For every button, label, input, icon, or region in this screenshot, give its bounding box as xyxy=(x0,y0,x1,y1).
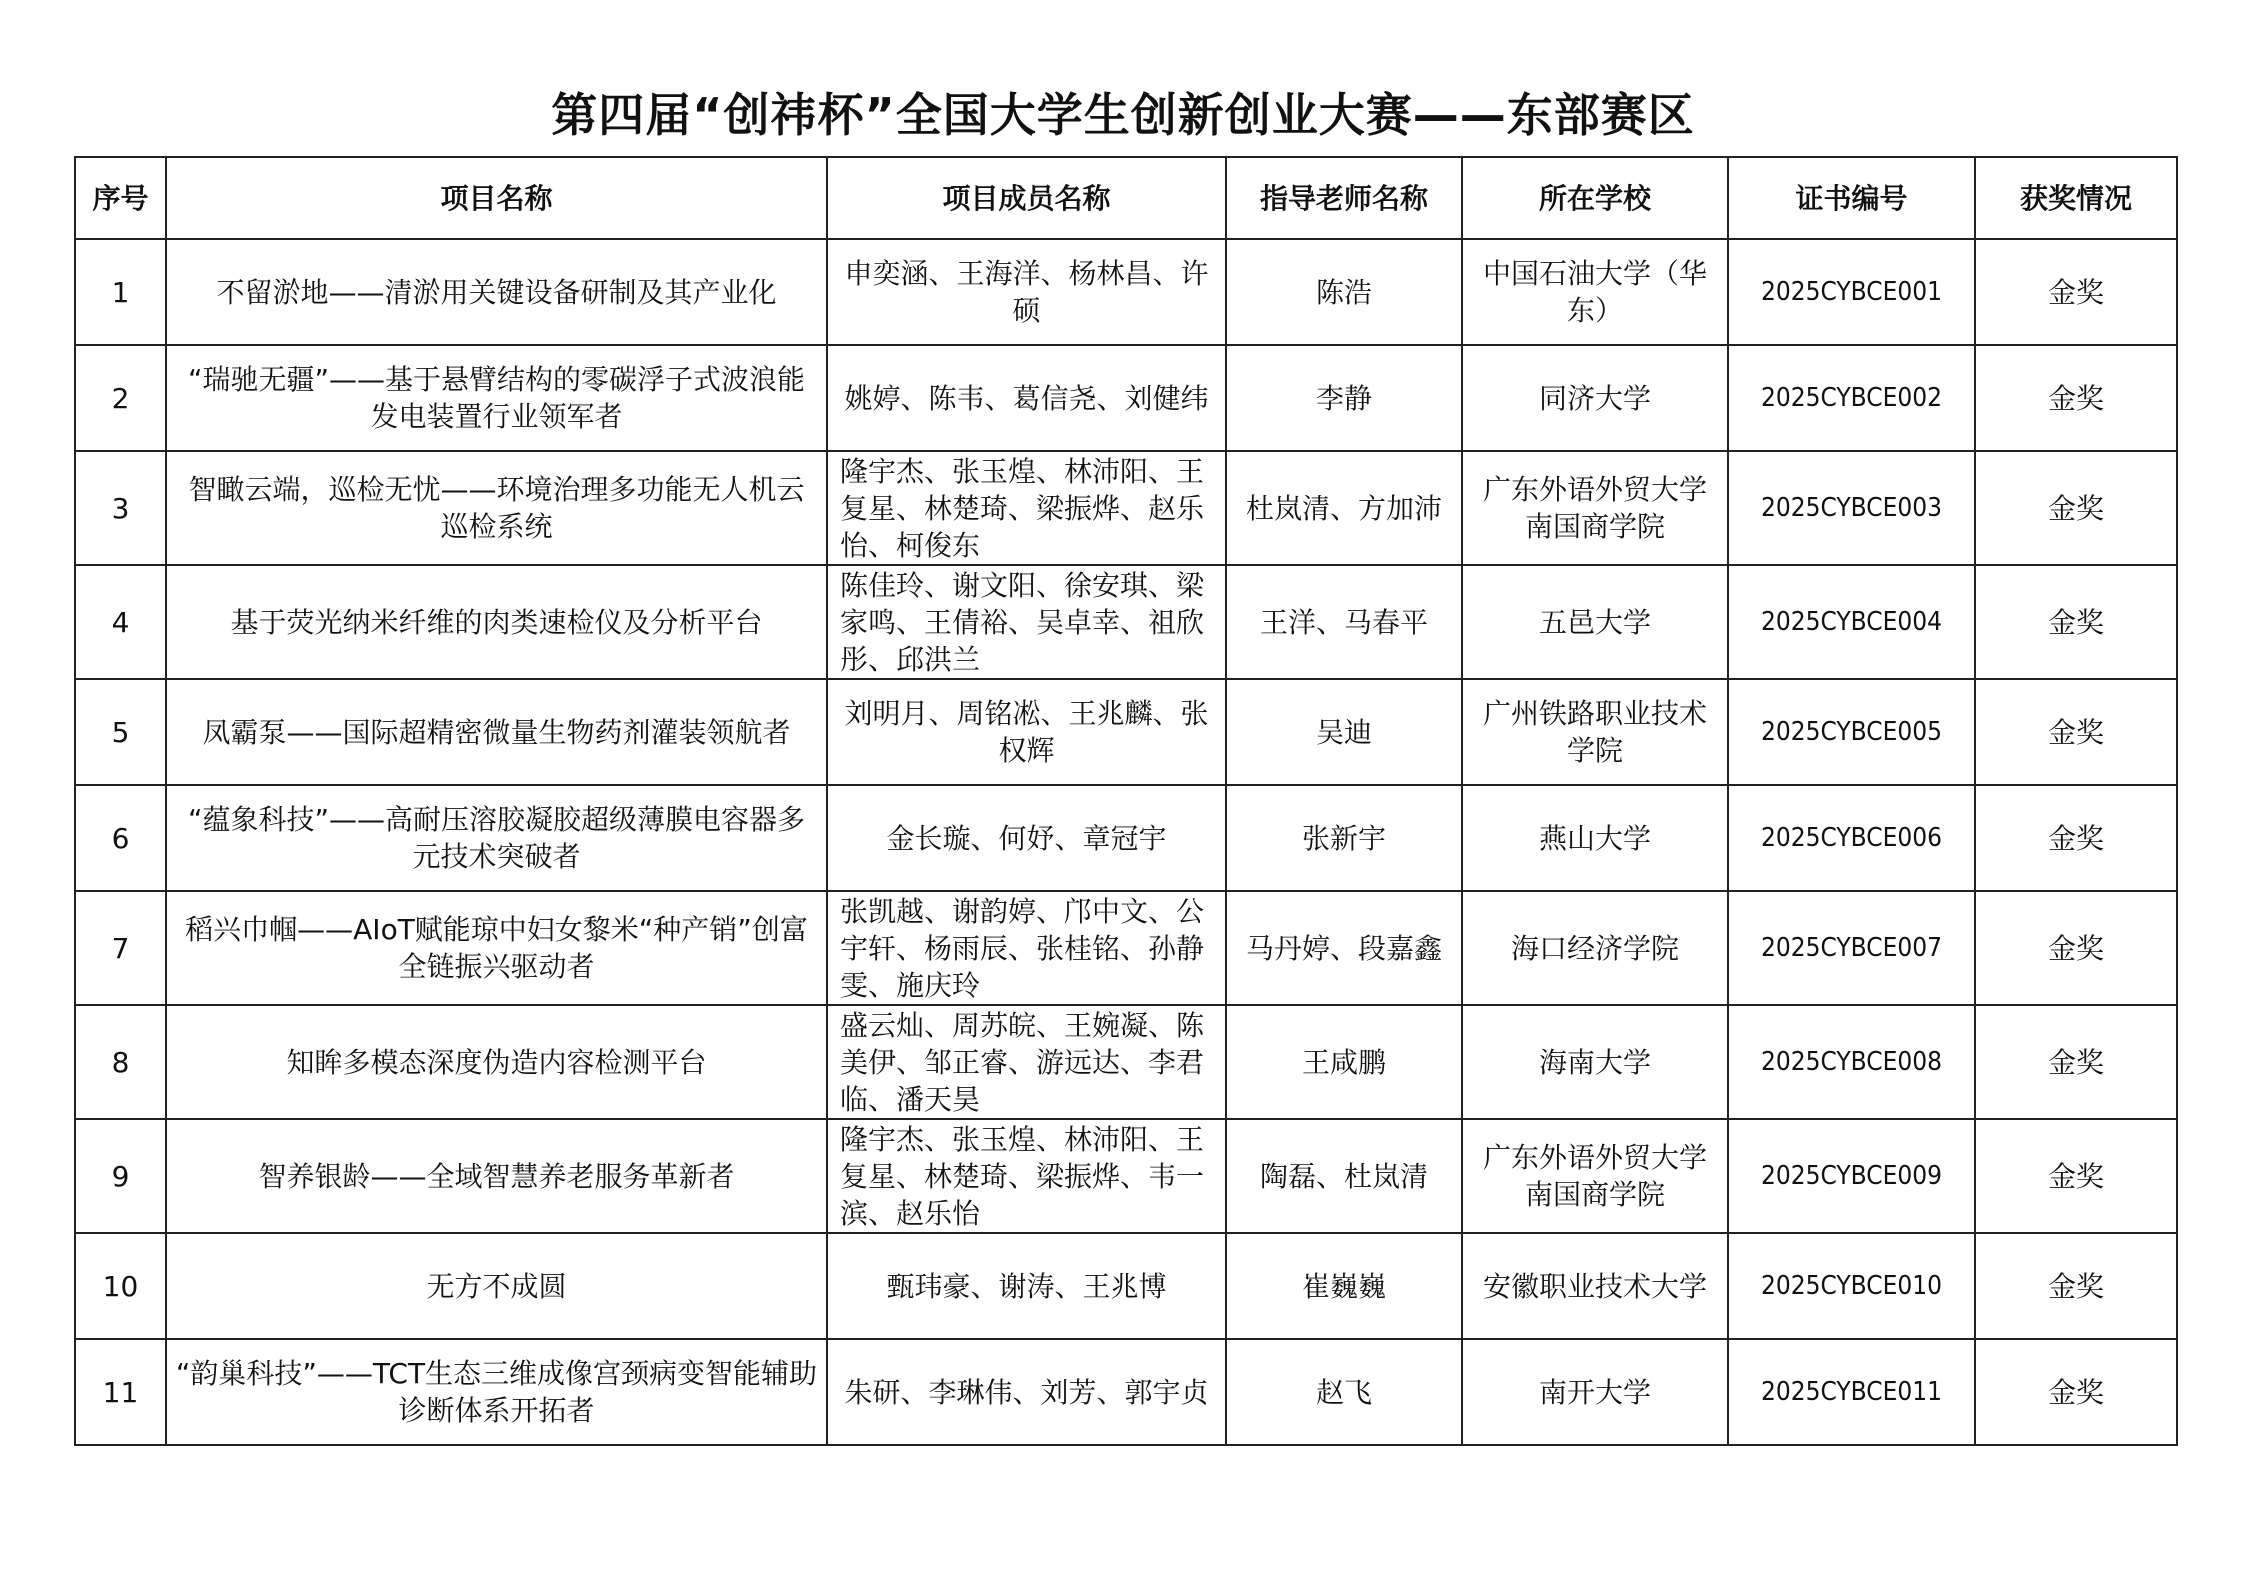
cell-advisor: 赵飞 xyxy=(1226,1339,1462,1445)
cell-serial-number: 2 xyxy=(75,345,166,451)
cell-project-name: 智养银龄——全域智慧养老服务革新者 xyxy=(166,1119,827,1233)
cell-serial-number: 11 xyxy=(75,1339,166,1445)
cell-advisor: 陈浩 xyxy=(1226,239,1462,345)
cell-school: 同济大学 xyxy=(1462,345,1728,451)
cell-project-name: 无方不成圆 xyxy=(166,1233,827,1339)
cell-members: 甄玮豪、谢涛、王兆博 xyxy=(827,1233,1226,1339)
cell-award: 金奖 xyxy=(1975,1005,2177,1119)
cell-school: 广东外语外贸大学南国商学院 xyxy=(1462,451,1728,565)
cell-serial-number: 4 xyxy=(75,565,166,679)
cell-project-name: 知眸多模态深度伪造内容检测平台 xyxy=(166,1005,827,1119)
awards-table xyxy=(74,156,2178,1446)
cell-project-name: “韵巢科技”——TCT生态三维成像宫颈病变智能辅助诊断体系开拓者 xyxy=(166,1339,827,1445)
cell-certificate-number: 2025CYBCE007 xyxy=(1728,891,1975,1005)
cell-school: 海南大学 xyxy=(1462,1005,1728,1119)
cell-certificate-number: 2025CYBCE002 xyxy=(1728,345,1975,451)
cell-advisor: 张新宇 xyxy=(1226,785,1462,891)
cell-certificate-number: 2025CYBCE003 xyxy=(1728,451,1975,565)
cell-certificate-number: 2025CYBCE008 xyxy=(1728,1005,1975,1119)
cell-members: 隆宇杰、张玉煌、林沛阳、王复星、林楚琦、梁振烨、赵乐怡、柯俊东 xyxy=(827,451,1226,565)
cell-award: 金奖 xyxy=(1975,1119,2177,1233)
header-certificate-number: 证书编号 xyxy=(1728,157,1975,239)
cell-award: 金奖 xyxy=(1975,345,2177,451)
cell-serial-number: 3 xyxy=(75,451,166,565)
header-award: 获奖情况 xyxy=(1975,157,2177,239)
table-row xyxy=(75,1119,2177,1233)
cell-members: 盛云灿、周苏皖、王婉凝、陈美伊、邹正睿、游远达、李君临、潘天昊 xyxy=(827,1005,1226,1119)
cell-serial-number: 10 xyxy=(75,1233,166,1339)
header-serial-number: 序号 xyxy=(75,157,166,239)
cell-award: 金奖 xyxy=(1975,239,2177,345)
cell-members: 金长璇、何妤、章冠宇 xyxy=(827,785,1226,891)
cell-advisor: 王洋、马春平 xyxy=(1226,565,1462,679)
table-row xyxy=(75,1339,2177,1445)
cell-project-name: “蕴象科技”——高耐压溶胶凝胶超级薄膜电容器多元技术突破者 xyxy=(166,785,827,891)
cell-advisor: 王咸鹏 xyxy=(1226,1005,1462,1119)
cell-award: 金奖 xyxy=(1975,679,2177,785)
cell-certificate-number: 2025CYBCE004 xyxy=(1728,565,1975,679)
header-members: 项目成员名称 xyxy=(827,157,1226,239)
cell-certificate-number: 2025CYBCE006 xyxy=(1728,785,1975,891)
cell-certificate-number: 2025CYBCE009 xyxy=(1728,1119,1975,1233)
cell-school: 安徽职业技术大学 xyxy=(1462,1233,1728,1339)
cell-members: 姚婷、陈韦、葛信尧、刘健纬 xyxy=(827,345,1226,451)
cell-project-name: 凤霸泵——国际超精密微量生物药剂灌装领航者 xyxy=(166,679,827,785)
table-row xyxy=(75,891,2177,1005)
cell-award: 金奖 xyxy=(1975,785,2177,891)
table-row xyxy=(75,345,2177,451)
cell-school: 五邑大学 xyxy=(1462,565,1728,679)
header-school: 所在学校 xyxy=(1462,157,1728,239)
cell-school: 广东外语外贸大学南国商学院 xyxy=(1462,1119,1728,1233)
cell-award: 金奖 xyxy=(1975,1233,2177,1339)
cell-advisor: 吴迪 xyxy=(1226,679,1462,785)
cell-members: 朱研、李琳伟、刘芳、郭宇贞 xyxy=(827,1339,1226,1445)
cell-advisor: 崔巍巍 xyxy=(1226,1233,1462,1339)
cell-serial-number: 9 xyxy=(75,1119,166,1233)
cell-school: 南开大学 xyxy=(1462,1339,1728,1445)
cell-members: 张凯越、谢韵婷、邝中文、公宇轩、杨雨辰、张桂铭、孙静雯、施庆玲 xyxy=(827,891,1226,1005)
cell-project-name: 智瞰云端，巡检无忧——环境治理多功能无人机云巡检系统 xyxy=(166,451,827,565)
table-row xyxy=(75,451,2177,565)
table-row xyxy=(75,785,2177,891)
cell-award: 金奖 xyxy=(1975,451,2177,565)
cell-award: 金奖 xyxy=(1975,565,2177,679)
page-title: 第四届“创祎杯”全国大学生创新创业大赛——东部赛区 xyxy=(551,88,1695,142)
cell-project-name: 不留淤地——清淤用关键设备研制及其产业化 xyxy=(166,239,827,345)
cell-advisor: 马丹婷、段嘉鑫 xyxy=(1226,891,1462,1005)
header-advisor: 指导老师名称 xyxy=(1226,157,1462,239)
table-row xyxy=(75,1005,2177,1119)
table-header-row xyxy=(75,157,2177,239)
cell-members: 隆宇杰、张玉煌、林沛阳、王复星、林楚琦、梁振烨、韦一滨、赵乐怡 xyxy=(827,1119,1226,1233)
cell-school: 广州铁路职业技术学院 xyxy=(1462,679,1728,785)
cell-serial-number: 6 xyxy=(75,785,166,891)
cell-serial-number: 8 xyxy=(75,1005,166,1119)
cell-school: 海口经济学院 xyxy=(1462,891,1728,1005)
cell-advisor: 杜岚清、方加沛 xyxy=(1226,451,1462,565)
cell-advisor: 陶磊、杜岚清 xyxy=(1226,1119,1462,1233)
table-row xyxy=(75,239,2177,345)
cell-advisor: 李静 xyxy=(1226,345,1462,451)
table-row xyxy=(75,565,2177,679)
table-row xyxy=(75,679,2177,785)
header-project-name: 项目名称 xyxy=(166,157,827,239)
cell-certificate-number: 2025CYBCE011 xyxy=(1728,1339,1975,1445)
cell-members: 陈佳玲、谢文阳、徐安琪、梁家鸣、王倩裕、吴卓幸、祖欣彤、邱洪兰 xyxy=(827,565,1226,679)
cell-certificate-number: 2025CYBCE001 xyxy=(1728,239,1975,345)
cell-award: 金奖 xyxy=(1975,891,2177,1005)
cell-certificate-number: 2025CYBCE010 xyxy=(1728,1233,1975,1339)
cell-members: 刘明月、周铭凇、王兆麟、张权辉 xyxy=(827,679,1226,785)
cell-serial-number: 5 xyxy=(75,679,166,785)
cell-members: 申奕涵、王海洋、杨林昌、许硕 xyxy=(827,239,1226,345)
cell-serial-number: 7 xyxy=(75,891,166,1005)
cell-school: 中国石油大学（华东） xyxy=(1462,239,1728,345)
cell-school: 燕山大学 xyxy=(1462,785,1728,891)
cell-project-name: 基于荧光纳米纤维的肉类速检仪及分析平台 xyxy=(166,565,827,679)
cell-certificate-number: 2025CYBCE005 xyxy=(1728,679,1975,785)
cell-project-name: 稻兴巾帼——AIoT赋能琼中妇女黎米“种产销”创富 全链振兴驱动者 xyxy=(166,891,827,1005)
table-row xyxy=(75,1233,2177,1339)
cell-serial-number: 1 xyxy=(75,239,166,345)
cell-award: 金奖 xyxy=(1975,1339,2177,1445)
cell-project-name: “瑞驰无疆”——基于悬臂结构的零碳浮子式波浪能发电装置行业领军者 xyxy=(166,345,827,451)
